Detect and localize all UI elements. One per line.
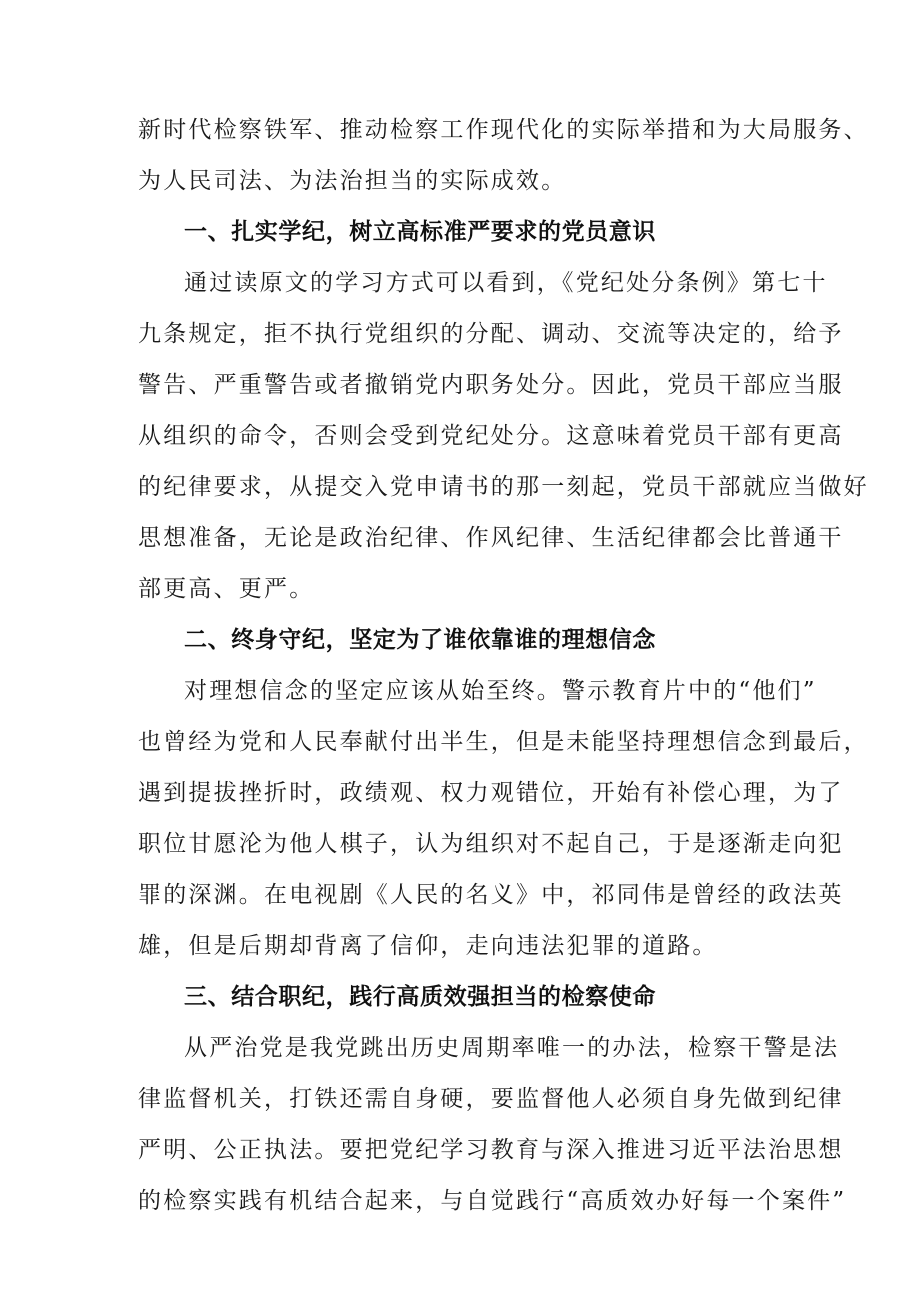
paragraph-line: 罪的深渊。在电视剧《人民的名义》中，祁同伟是曾经的政法英 — [138, 882, 844, 908]
section-heading-1: 一、扎实学纪，树立高标准严要求的党员意识 — [184, 219, 656, 245]
paragraph-line: 律监督机关，打铁还需自身硬，要监督他人必须自身先做到纪律 — [138, 1086, 844, 1112]
paragraph-line: 九条规定，拒不执行党组织的分配、调动、交流等决定的，给予 — [138, 321, 844, 347]
paragraph-line: 的检察实践有机结合起来，与自觉践行“高质效办好每一个案件” — [138, 1188, 847, 1214]
paragraph-line: 雄，但是后期却背离了信仰，走向违法犯罪的道路。 — [138, 933, 718, 959]
paragraph-line: 新时代检察铁军、推动检察工作现代化的实际举措和为大局服务、 — [138, 117, 869, 143]
paragraph-line: 警告、严重警告或者撤销党内职务处分。因此，党员干部应当服 — [138, 372, 844, 398]
paragraph-line: 职位甘愿沦为他人棋子，认为组织对不起自己，于是逐渐走向犯 — [138, 831, 844, 857]
paragraph-line: 通过读原文的学习方式可以看到，《党纪处分条例》第七十 — [184, 270, 828, 296]
paragraph-line: 思想准备，无论是政治纪律、作风纪律、生活纪律都会比普通干 — [138, 525, 844, 551]
paragraph-line: 为人民司法、为法治担当的实际成效。 — [138, 168, 567, 194]
paragraph-line: 遇到提拔挫折时，政绩观、权力观错位，开始有补偿心理，为了 — [138, 780, 844, 806]
section-heading-2: 二、终身守纪，坚定为了谁依靠谁的理想信念 — [184, 627, 656, 653]
paragraph-line: 从严治党是我党跳出历史周期率唯一的办法，检察干警是法 — [184, 1035, 840, 1061]
section-heading-3: 三、结合职纪，践行高质效强担当的检察使命 — [184, 984, 656, 1010]
paragraph-line: 严明、公正执法。要把党纪学习教育与深入推进习近平法治思想 — [138, 1137, 844, 1163]
paragraph-line: 对理想信念的坚定应该从始至终。警示教育片中的“他们” — [184, 678, 817, 704]
paragraph-line: 部更高、更严。 — [138, 576, 315, 602]
paragraph-line: 从组织的命令，否则会受到党纪处分。这意味着党员干部有更高 — [138, 423, 844, 449]
paragraph-line: 也曾经为党和人民奉献付出半生，但是未能坚持理想信念到最后， — [138, 729, 869, 755]
paragraph-line: 的纪律要求，从提交入党申请书的那一刻起，党员干部就应当做好 — [138, 474, 869, 500]
